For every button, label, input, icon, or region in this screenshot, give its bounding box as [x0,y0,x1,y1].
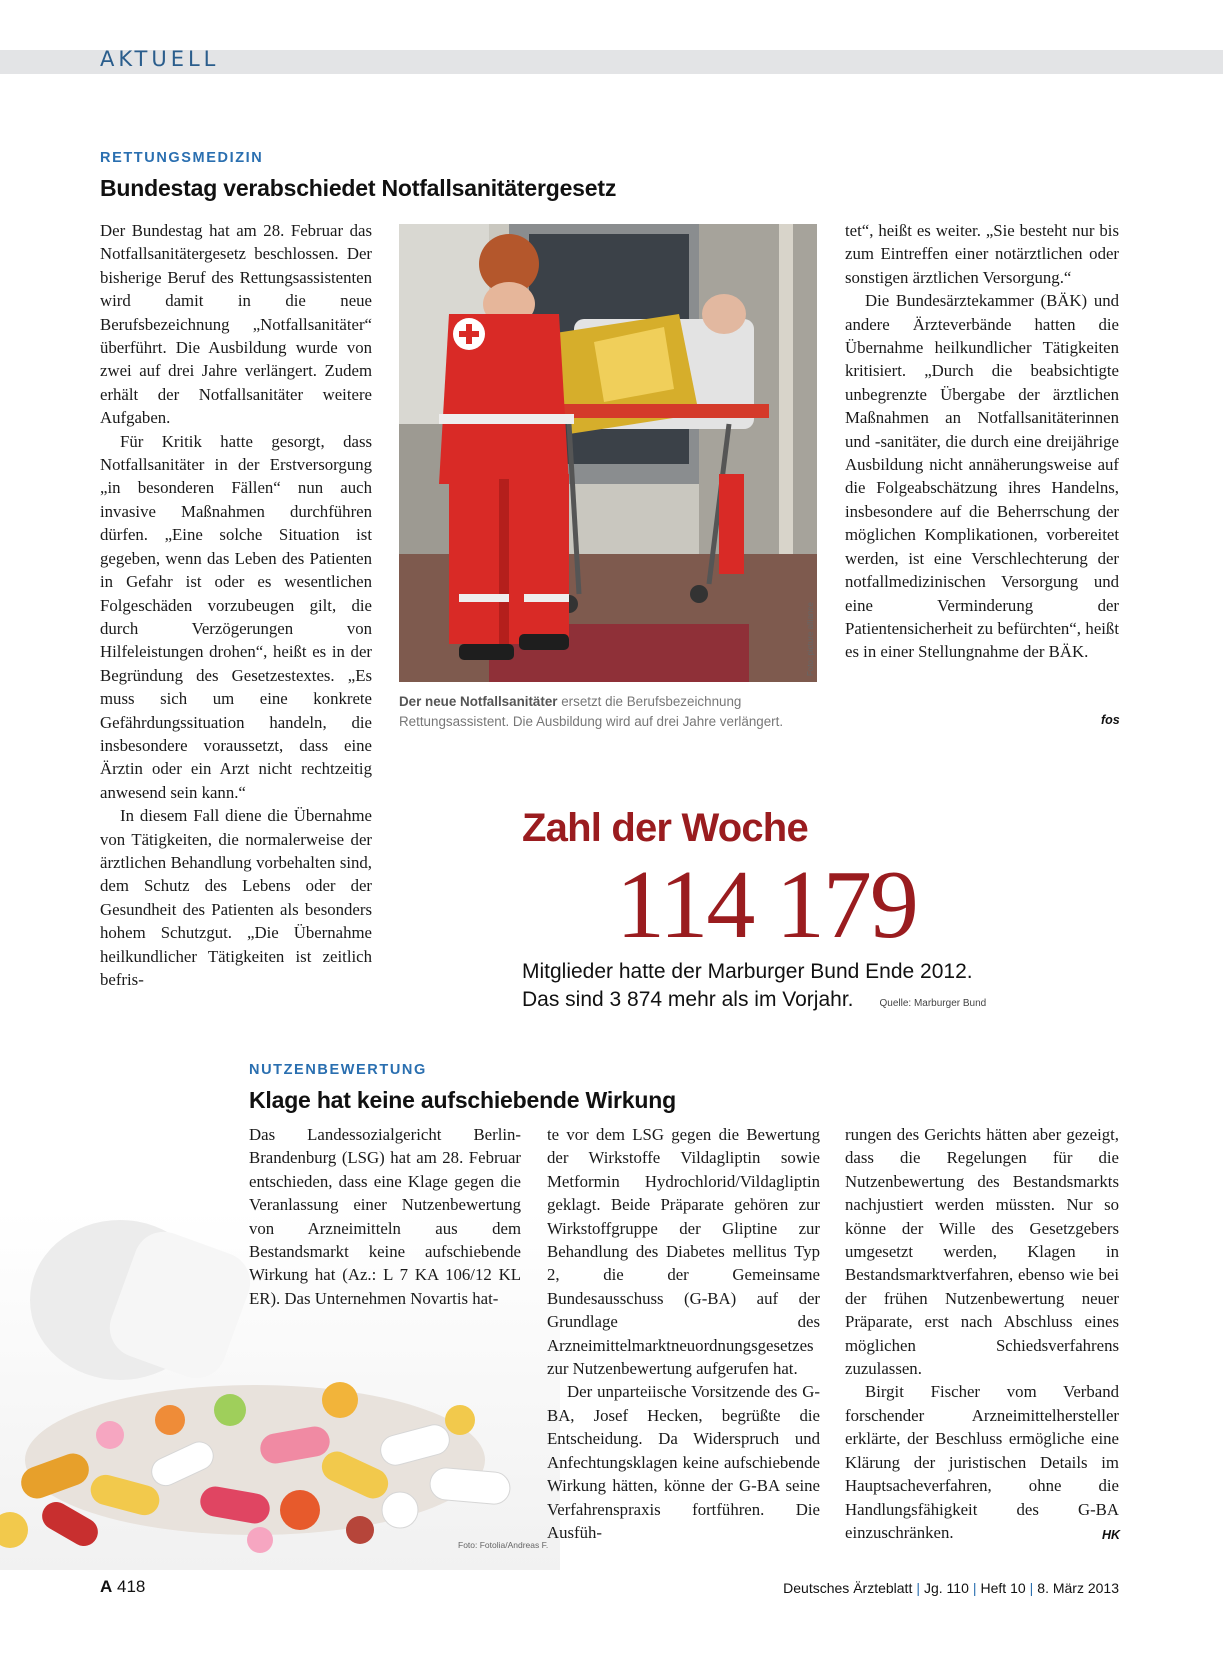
article2-kicker: NUTZENBEWERTUNG [249,1062,427,1078]
zahl-description [522,958,986,1018]
article1-column-3 [845,219,1119,664]
paragraph: te vor dem LSG gegen die Bewertung der Wirkstoffe Vildagliptin sowie Metformin Hydrochlorid/Vildagliptin geklagt. Beide Präparate gehören zur Wirkstoffgruppe der Gliptine zur Behandlung des Diabetes mellitus Typ 2, die der Gemeinsame Bundesausschuss (G-BA) auf der Grundlage des Arzneimittelmarktneuordnungsgesetzes zur Nutzenbewertung aufgerufen hat. [547,1125,820,1379]
footer-separator: | [1029,1580,1034,1596]
ambulance-photo [399,224,817,682]
article1-signature: fos [1101,713,1120,727]
article2-column-3 [845,1123,1119,1544]
journal-volume: Jg. 110 [923,1580,969,1596]
article2-headline: Klage hat keine aufschiebende Wirkung [249,1087,676,1113]
paragraph: tet“, heißt es weiter. „Sie besteht nur bis zum Eintreffen einer notärztlichen oder sonstigen ärztlichen Versorgung.“ [845,221,1119,287]
paragraph: Die Bundesärztekammer (BÄK) und andere Ärzteverbände hatten die Übernahme heilkundlicher Tätigkeiten kritisiert. „Durch die beabsichtigte unbegrenzte Übergabe der ärztlichen Maßnahmen an Notfallsanitäterinnen und -sanitäter, die durch eine dreijährige Ausbildung nicht annäherungsweise auf die Folgeabschätzung ihres Handelns, insbesondere auf die Beherrschung der möglichen Komplikationen, vorbereitet werden, ist eine Verschlechterung der notfallmedizinischen Versorgung und eine Verminderung der Patientensicherheit zu befürchten“, heißt es in einer Stellungnahme der BÄK. [845,291,1119,662]
article1-kicker: RETTUNGSMEDIZIN [100,150,264,166]
article1-column-1 [100,219,372,991]
zahl-line-2-text: Das sind 3 874 mehr als im Vorjahr. [522,988,854,1011]
article1-headline: Bundestag verabschiedet Notfallsanitätergesetz [100,175,617,201]
photo-credit: Foto: picture alliance [806,602,815,676]
article2-column-2 [547,1123,820,1544]
page-prefix: A [100,1577,113,1596]
pills-photo-credit: Foto: Fotolia/Andreas F. [458,1540,549,1550]
photo-caption [399,692,819,732]
footer-separator: | [916,1580,920,1596]
paragraph: Der unparteiische Vorsitzende des G-BA, Josef Hecken, begrüßte die Entscheidung. Da Widerspruch und Anfechtungsklagen keine aufschiebende Wirkung hätten, könne der G-BA seine Verfahrenspraxis fortführen. Die Ausfüh- [547,1382,820,1542]
page-number [100,1577,145,1597]
journal-date: 8. März 2013 [1037,1580,1119,1596]
journal-footer [783,1580,1119,1596]
paragraph: rungen des Gerichts hätten aber gezeigt, dass die Regelungen für die Nutzenbewertung des Bestandsmarkts nachjustiert werden müssten. Nur so könne der Wille des Gesetzgebers umgesetzt werden, Klagen in Bestandsmarktverfahren, ebenso wie bei der frühen Nutzenbewertung neuer Präparate, erst nach Abschluss eines möglichen Schiedsverfahrens zuzulassen. [845,1125,1119,1379]
paragraph: Für Kritik hatte gesorgt, dass Notfallsanitäter in der Erstversorgung „in besonderen Fällen“ nun auch invasive Maßnahmen durchführen dürfen. „Eine solche Situation ist gegeben, wenn das Leben des Patienten in Gefahr ist oder es wesentlichen Folgeschäden vorzubeugen gilt, die durch Verzögerungen von Hilfeleistungen drohen“, heißt es in der Begründung des Gesetzestextes. „Es muss sich um eine konkrete Gefährdungssituation handeln, die insbesondere voraussetzt, dass eine Ärztin oder ein Arzt nicht rechtzeitig anwesend sein kann.“ [100,431,372,802]
paragraph: In diesem Fall diene die Übernahme von Tätigkeiten, die normalerweise der ärztlichen Behandlung vorbehalten sind, dem Schutz des Lebens oder der Gesundheit des Patienten als besonders hohem Schutzgut. „Die Übernahme heilkundlicher Tätigkeiten ist zeitlich befris- [100,806,372,989]
article2-signature: HK [1102,1528,1121,1542]
caption-text: ersetzt die Berufsbezeichnung Rettungsassistent. Die Ausbildung wird auf drei Jahre verlängert. [399,694,784,729]
paragraph: Das Landessozialgericht Berlin-Brandenburg (LSG) hat am 28. Februar entschieden, dass eine Klage gegen die Veranlassung einer Nutzenbewertung von Arzneimitteln aus dem Bestandsmarkt keine aufschiebende Wirkung hat (Az.: L 7 KA 106/12 KL ER). Das Unternehmen Novartis hat- [249,1125,521,1308]
journal-name: Deutsches Ärzteblatt [783,1580,913,1596]
caption-lead: Der neue Notfallsanitäter [399,694,558,709]
zahl-number: 114 179 [616,851,917,959]
journal-issue: Heft 10 [980,1580,1026,1596]
zahl-line-1: Mitglieder hatte der Marburger Bund Ende 2012. [522,960,973,983]
zahl-title: Zahl der Woche [522,806,808,850]
zahl-line-2 [522,986,986,1018]
footer-separator: | [972,1580,977,1596]
article2-column-1 [249,1123,521,1310]
page-number-value: 418 [117,1577,146,1596]
paragraph: Birgit Fischer vom Verband forschender Arzneimittelhersteller erklärte, der Beschluss ermögliche eine Klärung der juristischen Details im Hauptsacheverfahren, ohne die Handlungsfähigkeit des G-BA einzuschränken. [845,1382,1119,1542]
paramedic-stretcher-illustration [399,224,817,682]
section-label: AKTUELL [100,47,220,71]
zahl-source: Quelle: Marburger Bund [879,998,987,1009]
paragraph: Der Bundestag hat am 28. Februar das Notfallsanitätergesetz beschlossen. Der bisherige Beruf des Rettungsassistenten wird damit in die neue Berufsbezeichnung „Notfallsanitäter“ überführt. Die Ausbildung wurde von zwei auf drei Jahre verlängert. Zudem erhält der Notfallsanitäter weitere Aufgaben. [100,221,372,428]
